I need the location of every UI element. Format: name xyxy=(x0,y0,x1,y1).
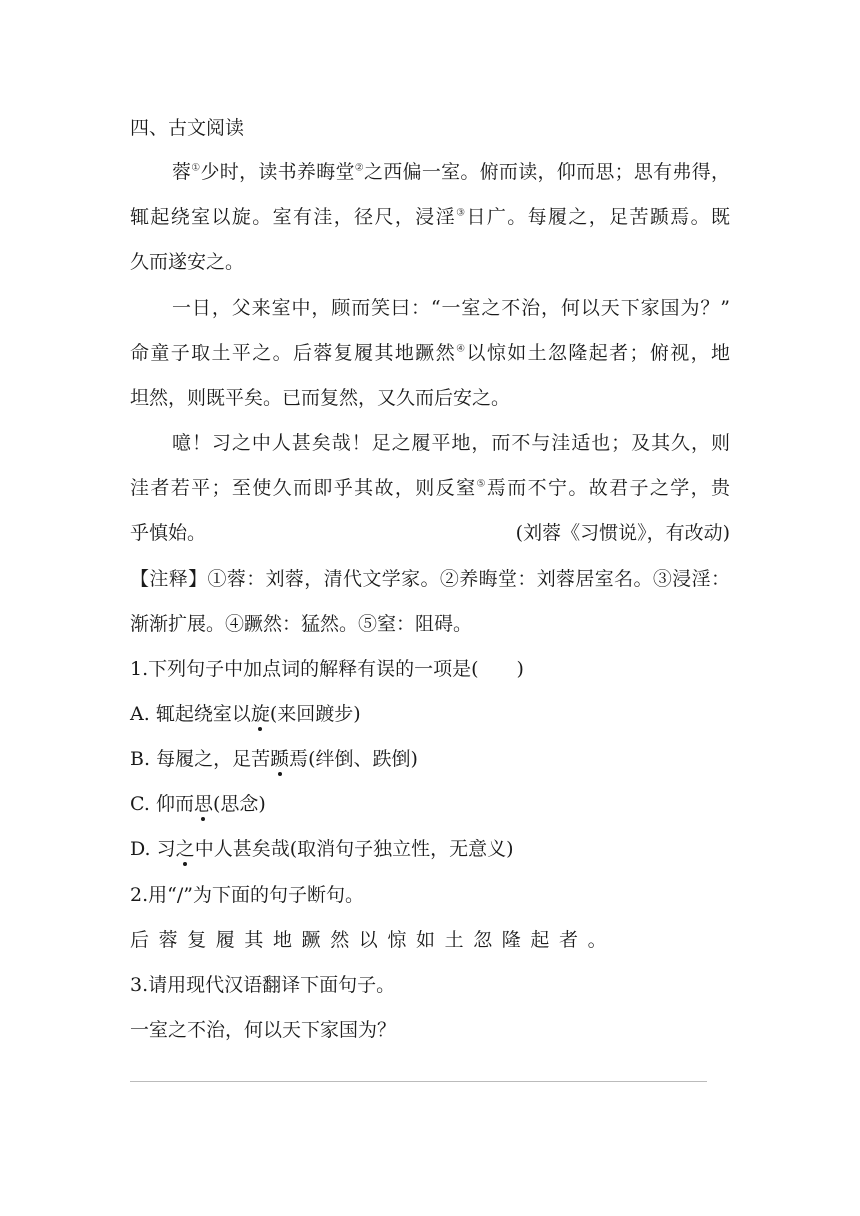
passage-source: (刘蓉《习惯说》，有改动) xyxy=(515,522,730,544)
passage-p3-line3: 乎慎始。 xyxy=(130,522,207,544)
q1-option-c: C. 仰而思(思念) xyxy=(130,793,266,815)
note-ref-4: ④ xyxy=(456,343,467,355)
notes-line1: 【注释】①蓉：刘蓉，清代文学家。②养晦堂：刘蓉居室名。③浸淫： xyxy=(130,568,730,590)
passage-p2-line3: 坦然，则既平矣。已而复然，又久而后安之。 xyxy=(130,387,511,409)
q1-option-d: D. 习之中人甚矣哉(取消句子独立性，无意义) xyxy=(130,838,514,860)
passage-p3-line2: 洼者若平；至使久而即乎其故，则反窒⑤焉而不宁。故君子之学，贵 xyxy=(130,477,730,499)
note-ref-2: ② xyxy=(354,162,364,174)
passage-p3-line1: 噫！习之中人甚矣哉！足之履平地，而不与洼适也；及其久，则 xyxy=(172,432,730,454)
emphasis-dot-char: 踬 xyxy=(270,748,290,770)
emphasis-dot-char: 之 xyxy=(175,838,195,860)
q1-stem: 1.下列句子中加点词的解释有误的一项是( ) xyxy=(130,658,524,680)
answer-line[interactable] xyxy=(130,1081,707,1082)
note-ref-5: ⑤ xyxy=(476,478,487,490)
section-title: 四、古文阅读 xyxy=(130,117,245,139)
notes-line2: 渐渐扩展。④蹶然：猛然。⑤窒：阻碍。 xyxy=(130,613,473,635)
passage-p1-line3: 久而遂安之。 xyxy=(130,251,245,273)
q3-sentence: 一室之不治，何以天下家国为？ xyxy=(130,1019,397,1041)
note-ref-3: ③ xyxy=(456,207,467,219)
q1-option-a: A. 辄起绕室以旋(来回踱步) xyxy=(130,703,361,725)
passage-p1-line1: 蓉①少时，读书养晦堂②之西偏一室。俯而读，仰而思；思有弗得， xyxy=(172,161,730,183)
emphasis-dot-char: 旋 xyxy=(250,703,270,725)
emphasis-dot-char: 思 xyxy=(193,793,213,815)
passage-p2-line1: 一日，父来室中，顾而笑曰：“一室之不治，何以天下家国为？” xyxy=(172,297,730,319)
q2-stem: 2.用“/”为下面的句子断句。 xyxy=(130,884,364,906)
q3-stem: 3.请用现代汉语翻译下面句子。 xyxy=(130,974,396,996)
passage-p2-line2: 命童子取土平之。后蓉复履其地蹶然④以惊如土忽隆起者；俯视，地 xyxy=(130,342,730,364)
note-ref-1: ① xyxy=(191,162,201,174)
q2-sentence: 后蓉复履其地蹶然以惊如土忽隆起者。 xyxy=(130,929,617,951)
passage-p1-line2: 辄起绕室以旋。室有洼，径尺，浸淫③日广。每履之，足苦踬焉。既 xyxy=(130,206,730,228)
q1-option-b: B. 每履之，足苦踬焉(绊倒、跌倒) xyxy=(130,748,418,770)
